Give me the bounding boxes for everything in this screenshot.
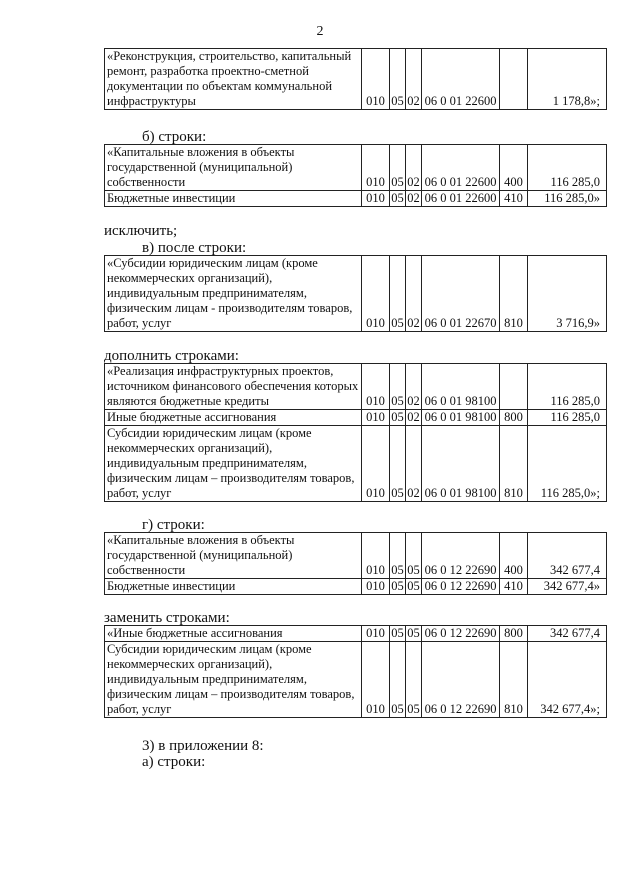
code-target: 06 0 01 22600: [422, 49, 500, 110]
code-target: 06 0 01 98100: [422, 426, 500, 502]
code-target: 06 0 12 22690: [422, 642, 500, 718]
code-subsection: 02: [406, 145, 422, 191]
code-subsection: 02: [406, 49, 422, 110]
row-name: Иные бюджетные ассигнования: [105, 410, 362, 426]
amount: 116 285,0»;: [528, 426, 607, 502]
row-name: «Реализация инфраструктурных проектов, источником финансового обеспечения которых являются бюджетные кредиты: [105, 364, 362, 410]
section-g-heading: г) строки:: [142, 517, 205, 533]
amount: 116 285,0: [528, 145, 607, 191]
table-row: [105, 579, 607, 595]
row-name: «Иные бюджетные ассигнования: [105, 626, 362, 642]
exclude-label: исключить;: [104, 223, 178, 239]
code-expense-type: 410: [500, 579, 528, 595]
code-expense-type: 800: [500, 626, 528, 642]
code-target: 06 0 01 22600: [422, 145, 500, 191]
code-section: 05: [391, 626, 404, 640]
code-expense-type: 810: [500, 642, 528, 718]
row-name: Бюджетные инвестиции: [105, 579, 362, 595]
code-subsection: 02: [406, 256, 422, 332]
table-row: [105, 626, 607, 642]
code-target: 06 0 12 22690: [422, 533, 500, 579]
code-target: 06 0 01 22670: [422, 256, 500, 332]
code-section: 05: [390, 426, 406, 502]
item-3a-heading: а) строки:: [142, 754, 206, 770]
section-v-heading: в) после строки:: [142, 240, 247, 256]
table-row: [105, 426, 607, 502]
budget-table-replacement: [104, 625, 607, 718]
code-section: 05: [390, 533, 406, 579]
code-section: 05: [391, 410, 404, 424]
table-row: [105, 533, 607, 579]
amount: 116 285,0: [528, 410, 607, 426]
code-subsection: 05: [406, 533, 422, 579]
table-row: [105, 364, 607, 410]
table-row: [105, 49, 607, 110]
amount: 342 677,4: [528, 626, 607, 642]
code-expense-type: [500, 49, 528, 110]
budget-table-subsidies: [104, 255, 607, 332]
code-ministry: 010: [362, 364, 390, 410]
section-b-heading: б) строки:: [142, 129, 207, 145]
table-row: [105, 256, 607, 332]
amount: 116 285,0»: [528, 191, 607, 207]
code-expense-type: 810: [500, 256, 528, 332]
code-section: 05: [390, 364, 406, 410]
amount: 342 677,4: [528, 533, 607, 579]
table-row: [105, 642, 607, 718]
code-subsection: 05: [407, 626, 420, 640]
code-target: 06 0 01 98100: [422, 364, 500, 410]
row-name: Субсидии юридическим лицам (кроме некоммерческих организаций), индивидуальным предпринимателям, физическим лицам – производителям товаров, работ, услуг: [105, 642, 362, 718]
code-ministry: 010: [362, 191, 390, 207]
code-ministry: 010: [362, 579, 390, 595]
code-section: 05: [390, 642, 406, 718]
code-section: 05: [390, 49, 406, 110]
code-ministry: 010: [362, 410, 390, 426]
code-ministry: 010: [362, 426, 390, 502]
amount: 342 677,4»: [528, 579, 607, 595]
code-section: 05: [390, 145, 406, 191]
code-subsection: 02: [407, 191, 420, 205]
budget-table-capital-investments-2: [104, 532, 607, 595]
row-name: Бюджетные инвестиции: [105, 191, 362, 207]
amount: 3 716,9»: [528, 256, 607, 332]
code-subsection: 02: [406, 364, 422, 410]
code-subsection: 02: [406, 426, 422, 502]
row-name: «Капитальные вложения в объекты государственной (муниципальной) собственности: [105, 533, 362, 579]
code-target: 06 0 01 22600: [422, 191, 500, 207]
amount: 342 677,4»;: [528, 642, 607, 718]
replace-label: заменить строками:: [104, 610, 230, 626]
code-section: 05: [391, 579, 404, 593]
code-section: 05: [390, 256, 406, 332]
row-name: Субсидии юридическим лицам (кроме некоммерческих организаций), индивидуальным предпринимателям, физическим лицам – производителям товаров, работ, услуг: [105, 426, 362, 502]
code-target: 06 0 12 22690: [422, 579, 500, 595]
code-expense-type: 810: [500, 426, 528, 502]
row-name: «Капитальные вложения в объекты государственной (муниципальной) собственности: [105, 145, 362, 191]
row-name: «Субсидии юридическим лицам (кроме некоммерческих организаций), индивидуальным предпринимателям, физическим лицам - производителям товаров, работ, услуг: [105, 256, 362, 332]
row-name: «Реконструкция, строительство, капитальный ремонт, разработка проектно-сметной документации по объектам коммунальной инфраструктуры: [105, 49, 362, 110]
amount: 116 285,0: [528, 364, 607, 410]
table-row: [105, 410, 607, 426]
code-ministry: 010: [362, 49, 390, 110]
budget-table-reconstruction: [104, 48, 607, 110]
code-expense-type: 400: [500, 533, 528, 579]
table-row: [105, 145, 607, 191]
code-ministry: 010: [362, 533, 390, 579]
code-subsection: 05: [407, 579, 420, 593]
add-rows-label: дополнить строками:: [104, 348, 239, 364]
item-3-heading: 3) в приложении 8:: [142, 738, 264, 754]
code-expense-type: 400: [500, 145, 528, 191]
code-subsection: 05: [406, 642, 422, 718]
code-expense-type: 410: [500, 191, 528, 207]
code-subsection: 02: [407, 410, 420, 424]
budget-table-capital-investments: [104, 144, 607, 207]
page-number: 2: [316, 24, 324, 39]
code-ministry: 010: [362, 642, 390, 718]
table-row: [105, 191, 607, 207]
amount: 1 178,8»;: [528, 49, 607, 110]
code-target: 06 0 01 98100: [422, 410, 500, 426]
code-ministry: 010: [362, 145, 390, 191]
code-target: 06 0 12 22690: [422, 626, 500, 642]
code-ministry: 010: [362, 626, 390, 642]
code-section: 05: [391, 191, 404, 205]
code-expense-type: [500, 364, 528, 410]
code-ministry: 010: [362, 256, 390, 332]
budget-table-infrastructure-projects: [104, 363, 607, 502]
code-expense-type: 800: [500, 410, 528, 426]
